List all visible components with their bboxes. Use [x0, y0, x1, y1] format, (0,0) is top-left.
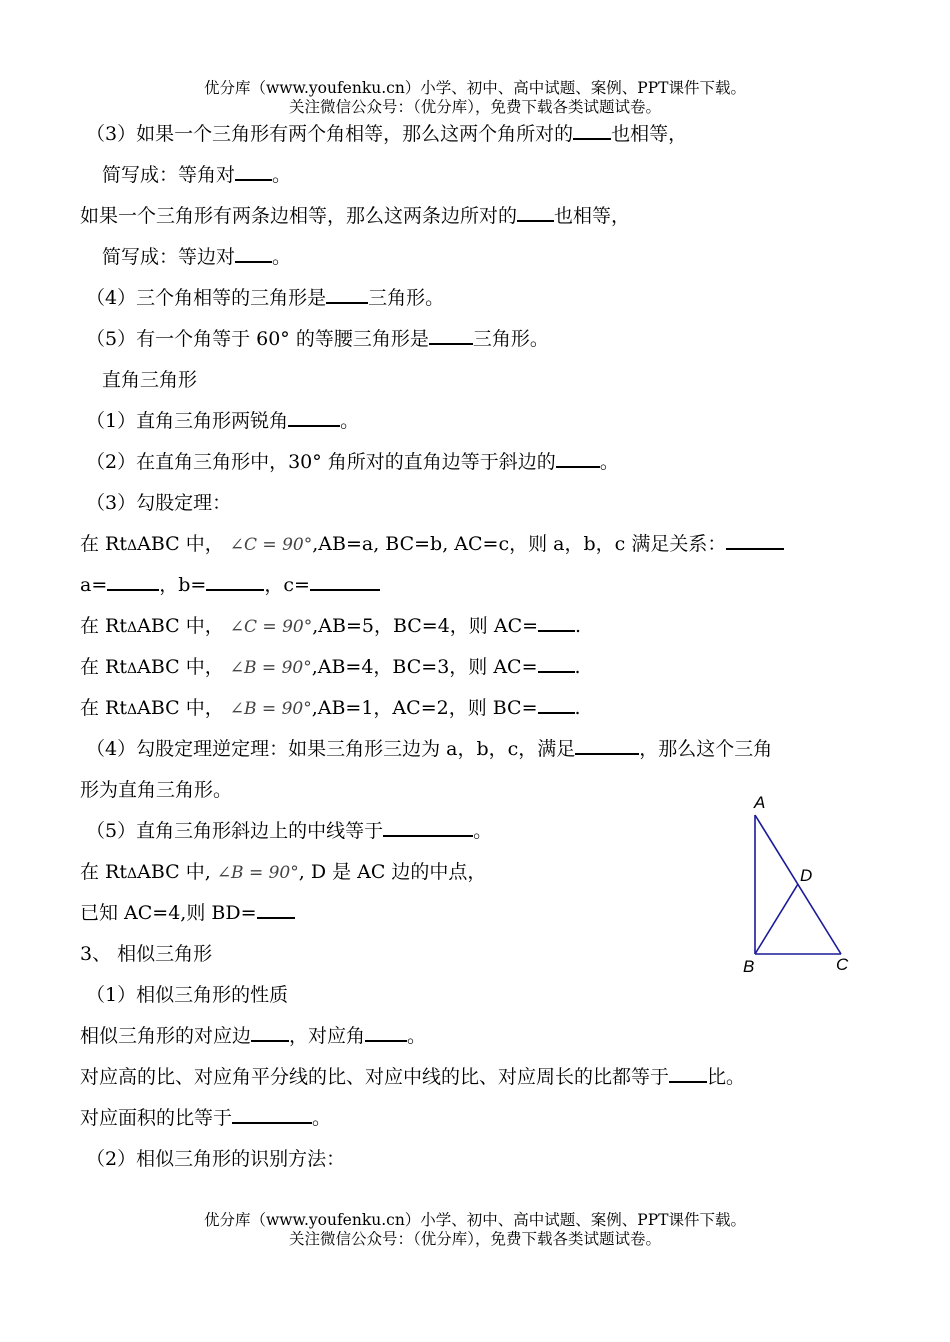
- answer-blank[interactable]: [310, 572, 380, 591]
- line-equal-angles: （3）如果一个三角形有两个角相等，那么这两个角所对的 也相等，: [86, 123, 688, 145]
- answer-blank[interactable]: [429, 326, 473, 345]
- label-a: A: [754, 793, 766, 812]
- line-pythagoras-relation: 在 RtΔABC 中， ∠C = 90°,AB=a, BC=b, AC=c，则 a，b，c 满足关系：: [80, 531, 784, 559]
- answer-blank[interactable]: [383, 818, 473, 837]
- label-d: D: [800, 866, 813, 885]
- answer-blank[interactable]: [517, 203, 554, 222]
- answer-blank[interactable]: [365, 1023, 407, 1042]
- answer-blank[interactable]: [235, 244, 272, 263]
- answer-blank[interactable]: [669, 1064, 707, 1083]
- line-bd-question: 已知 AC=4,则 BD=: [80, 900, 295, 926]
- line-area-ratio: 对应面积的比等于 。: [80, 1107, 332, 1129]
- section-similar-triangles: 3、 相似三角形: [80, 943, 213, 965]
- page-header: [0, 79, 950, 117]
- header-line-1: 优分库（www.youfenku.cn）小学、初中、高中试题、案例、PPT课件下载。: [203, 79, 747, 97]
- right-triangle-figure: [735, 790, 865, 980]
- line-example-2: 在 RtΔABC 中， ∠B = 90°,AB=4，BC=3，则 AC= .: [80, 656, 581, 678]
- answer-blank[interactable]: [206, 572, 264, 591]
- angle-c-90: ∠C = 90°: [229, 535, 313, 555]
- footer-line-1: 优分库（www.youfenku.cn）小学、初中、高中试题、案例、PPT课件下载。: [203, 1211, 747, 1229]
- answer-blank[interactable]: [232, 1105, 312, 1124]
- answer-blank[interactable]: [726, 531, 784, 550]
- answer-blank[interactable]: [556, 449, 600, 468]
- line-ratios: 对应高的比、对应角平分线的比、对应中线的比、对应周长的比都等于 比。: [80, 1066, 746, 1088]
- line-equilateral: （4）三个角相等的三角形是 三角形。: [86, 287, 445, 309]
- angle-b-90: ∠B = 90°: [229, 699, 312, 719]
- line-pythagoras-title: （3）勾股定理：: [86, 492, 232, 514]
- line-example-1: 在 RtΔABC 中， ∠C = 90°,AB=5，BC=4，则 AC= .: [80, 615, 582, 637]
- answer-blank[interactable]: [538, 695, 575, 714]
- answer-blank[interactable]: [538, 654, 575, 673]
- line-equal-angles-short: 简写成：等角对 。: [102, 164, 292, 186]
- answer-blank[interactable]: [575, 736, 639, 755]
- answer-blank[interactable]: [257, 900, 295, 919]
- line-example-3: 在 RtΔABC 中， ∠B = 90°,AB=1，AC=2，则 BC= .: [80, 697, 581, 719]
- label-b: B: [743, 957, 755, 976]
- line-identification-methods: （2）相似三角形的识别方法：: [86, 1148, 346, 1170]
- answer-blank[interactable]: [107, 572, 159, 591]
- section-right-triangle: 直角三角形: [102, 369, 198, 391]
- angle-c-90: ∠C = 90°: [229, 617, 313, 637]
- answer-blank[interactable]: [326, 285, 368, 304]
- line-midpoint-problem: 在 RtΔABC 中, ∠B = 90°, D 是 AC 边的中点，: [80, 861, 487, 883]
- line-converse-theorem: （4）勾股定理逆定理：如果三角形三边为 a，b，c，满足 ，那么这个三角: [86, 738, 773, 760]
- answer-blank[interactable]: [288, 408, 340, 427]
- angle-b-90: ∠B = 90°: [216, 863, 299, 883]
- answer-blank[interactable]: [235, 162, 272, 181]
- line-abc-values: a= ，b= ，c=: [80, 572, 380, 598]
- line-acute-angles: （1）直角三角形两锐角 。: [86, 410, 360, 432]
- line-converse-theorem-cont: 形为直角三角形。: [80, 779, 233, 801]
- line-similar-properties: （1）相似三角形的性质: [86, 984, 289, 1006]
- answer-blank[interactable]: [251, 1023, 289, 1042]
- header-line-2: 关注微信公众号：（优分库），免费下载各类试题试卷。: [288, 98, 661, 116]
- line-equal-sides: 如果一个三角形有两条边相等，那么这两条边所对的 也相等，: [80, 205, 631, 227]
- line-equal-sides-short: 简写成：等边对 。: [102, 246, 292, 268]
- answer-blank[interactable]: [538, 613, 575, 632]
- footer-line-2: 关注微信公众号：（优分库），免费下载各类试题试卷。: [288, 1230, 661, 1248]
- line-30-degree: （2）在直角三角形中，30° 角所对的直角边等于斜边的 。: [86, 451, 619, 473]
- answer-blank[interactable]: [573, 121, 611, 140]
- angle-b-90: ∠B = 90°: [229, 658, 312, 678]
- line-isosceles-60: （5）有一个角等于 60° 的等腰三角形是 三角形。: [86, 328, 549, 350]
- line-median-hypotenuse: （5）直角三角形斜边上的中线等于 。: [86, 820, 493, 842]
- page-footer: [0, 1211, 950, 1249]
- line-corresponding: 相似三角形的对应边 ，对应角 。: [80, 1025, 427, 1047]
- median-bd: [755, 884, 798, 954]
- label-c: C: [836, 955, 849, 974]
